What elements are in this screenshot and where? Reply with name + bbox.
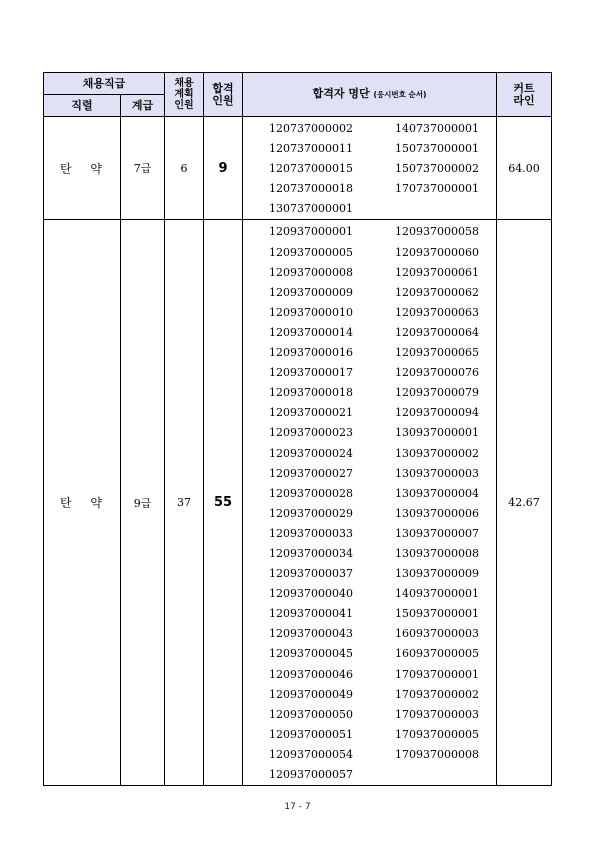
- applicant-number: 120937000079: [395, 386, 479, 400]
- recruit-position-header: 채용직급: [44, 73, 165, 95]
- applicant-number: 170737000001: [395, 182, 479, 196]
- passer-number-grid: [243, 222, 496, 785]
- applicant-number: 150737000001: [395, 142, 479, 156]
- applicant-number: 120937000010: [269, 305, 353, 319]
- applicant-number: 120937000065: [395, 346, 479, 360]
- applicant-number: 120937000061: [395, 265, 479, 279]
- applicant-number: [395, 765, 521, 785]
- applicant-number: 130937000003: [395, 466, 479, 480]
- passed-cell: 55: [204, 220, 243, 786]
- applicant-number: 120937000008: [269, 265, 353, 279]
- applicant-number: 120937000033: [269, 526, 353, 540]
- applicant-number: 120937000051: [269, 727, 353, 741]
- applicant-number: 170937000002: [395, 687, 479, 701]
- cutline-cell: 64.00: [497, 117, 552, 220]
- series-cell: 탄 약: [44, 117, 121, 220]
- applicant-number: 120937000034: [269, 546, 353, 560]
- applicant-number: 160937000005: [395, 647, 479, 661]
- page-number: 17 - 7: [284, 802, 311, 812]
- applicant-number: 120937000027: [269, 466, 353, 480]
- cutline-cell: 42.67: [497, 220, 552, 786]
- applicant-number: 160937000003: [395, 627, 479, 641]
- passer-list: [243, 117, 497, 220]
- applicant-number: 170937000001: [395, 667, 479, 681]
- applicant-number: 120937000064: [395, 325, 479, 339]
- applicant-number: 120937000021: [269, 406, 353, 420]
- planned-cell: 6: [165, 117, 204, 220]
- applicant-number: 120937000018: [269, 386, 353, 400]
- applicant-number: 130937000007: [395, 526, 479, 540]
- planned-count-header: 채용 계획 인원: [165, 73, 204, 117]
- applicant-number: 120937000046: [269, 667, 353, 681]
- applicant-number: 120937000037: [269, 567, 353, 581]
- applicant-number: 120937000045: [269, 647, 353, 661]
- applicant-number: 130937000008: [395, 546, 479, 560]
- results-table: [43, 72, 552, 786]
- series-header: 직렬: [44, 95, 121, 117]
- applicant-number: 120937000040: [269, 587, 353, 601]
- applicant-number: 130937000001: [395, 426, 479, 440]
- applicant-number: 120937000028: [269, 486, 353, 500]
- applicant-number: 120937000001: [269, 225, 353, 239]
- applicant-number: 120937000043: [269, 627, 353, 641]
- applicant-number: 140737000001: [395, 122, 479, 135]
- cutline-header: 커트 라인: [497, 73, 552, 117]
- list-order-note: (응시번호 순서): [373, 90, 427, 99]
- applicant-number: 120937000016: [269, 346, 353, 360]
- applicant-number: 120937000094: [395, 406, 479, 420]
- applicant-number: 120937000009: [269, 285, 353, 299]
- planned-cell: 37: [165, 220, 204, 786]
- passer-list-header: 합격자 명단 (응시번호 순서): [243, 73, 497, 117]
- applicant-number: 120937000076: [395, 366, 479, 380]
- applicant-number: 130937000002: [395, 446, 479, 460]
- applicant-number: 120937000049: [269, 687, 353, 701]
- applicant-number: 120937000029: [269, 506, 353, 520]
- series-cell: 탄 약: [44, 220, 121, 786]
- applicant-number: [395, 199, 521, 219]
- applicant-number: 120937000057: [269, 768, 353, 781]
- applicant-number: 170937000008: [395, 747, 479, 761]
- applicant-number: 120737000018: [269, 182, 353, 196]
- table-row: [44, 117, 552, 220]
- applicant-number: 130937000004: [395, 486, 479, 500]
- applicant-number: 170937000003: [395, 707, 479, 721]
- grade-cell: 7급: [121, 117, 165, 220]
- passer-list: [243, 220, 497, 786]
- applicant-number: 120737000015: [269, 162, 353, 176]
- passed-count-header: 합격 인원: [204, 73, 243, 117]
- applicant-number: 130737000001: [269, 202, 353, 216]
- applicant-number: 120937000060: [395, 245, 479, 259]
- passed-cell: 9: [204, 117, 243, 220]
- applicant-number: 120937000024: [269, 446, 353, 460]
- applicant-number: 120937000058: [395, 225, 479, 239]
- grade-header: 계급: [121, 95, 165, 117]
- applicant-number: 130937000009: [395, 567, 479, 581]
- applicant-number: 150737000002: [395, 162, 479, 176]
- applicant-number: 120937000017: [269, 366, 353, 380]
- passer-number-grid: [243, 119, 496, 219]
- applicant-number: 130937000006: [395, 506, 479, 520]
- applicant-number: 140937000001: [395, 587, 479, 601]
- applicant-number: 120937000041: [269, 607, 353, 621]
- applicant-number: 120937000054: [269, 747, 353, 761]
- table-row: [44, 220, 552, 786]
- grade-cell: 9급: [121, 220, 165, 786]
- applicant-number: 120937000062: [395, 285, 479, 299]
- applicant-number: 120937000050: [269, 707, 353, 721]
- applicant-number: 120737000002: [269, 122, 353, 135]
- applicant-number: 120937000063: [395, 305, 479, 319]
- applicant-number: 120937000014: [269, 325, 353, 339]
- applicant-number: 120937000023: [269, 426, 353, 440]
- applicant-number: 170937000005: [395, 727, 479, 741]
- applicant-number: 120737000011: [269, 142, 353, 156]
- applicant-number: 150937000001: [395, 607, 479, 621]
- applicant-number: 120937000005: [269, 245, 353, 259]
